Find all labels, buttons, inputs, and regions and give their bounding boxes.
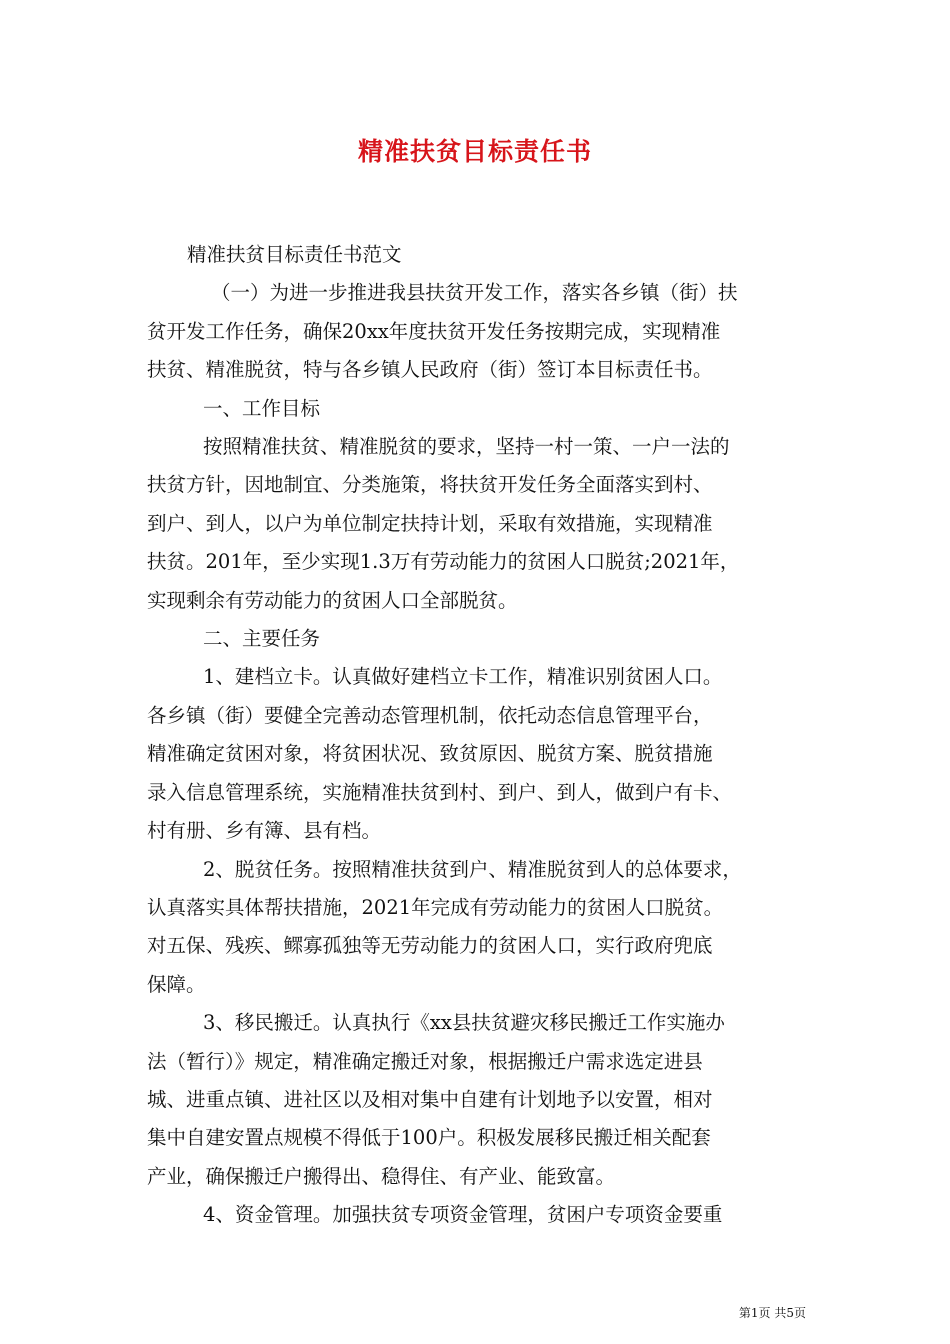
paragraph-line: 4、资金管理。加强扶贫专项资金管理，贫困户专项资金要重 bbox=[203, 1203, 723, 1227]
paragraph-line: 贫开发工作任务，确保20xx年度扶贫开发任务按期完成，实现精准 bbox=[147, 319, 721, 343]
paragraph-line: 产业，确保搬迁户搬得出、稳得住、有产业、能致富。 bbox=[147, 1164, 616, 1188]
subtitle-line: 精准扶贫目标责任书范文 bbox=[187, 243, 402, 266]
paragraph-line: 实现剩余有劳动能力的贫困人口全部脱贫。 bbox=[147, 588, 518, 612]
paragraph-line: 到户、到人，以户为单位制定扶持计划，采取有效措施，实现精准 bbox=[147, 511, 713, 535]
paragraph-line: 城、进重点镇、进社区以及相对集中自建有计划地予以安置，相对 bbox=[147, 1087, 713, 1111]
document-body bbox=[147, 236, 823, 1235]
paragraph-line: 各乡镇（街）要健全完善动态管理机制，依托动态信息管理平台， bbox=[147, 703, 713, 727]
paragraph-line: 1、建档立卡。认真做好建档立卡工作，精准识别贫困人口。 bbox=[203, 665, 723, 689]
section-heading: 二、主要任务 bbox=[203, 627, 321, 651]
paragraph-line: 按照精准扶贫、精准脱贫的要求，坚持一村一策、一户一法的 bbox=[203, 435, 730, 459]
paragraph-line: 认真落实具体帮扶措施，2021年完成有劳动能力的贫困人口脱贫。 bbox=[147, 895, 724, 919]
paragraph-line: 扶贫方针，因地制宜、分类施策，将扶贫开发任务全面落实到村、 bbox=[147, 473, 713, 497]
paragraph-line: （一）为进一步推进我县扶贫开发工作，落实各乡镇（街）扶 bbox=[211, 281, 738, 305]
paragraph-line: 录入信息管理系统，实施精准扶贫到村、到户、到人，做到户有卡、 bbox=[147, 780, 733, 804]
paragraph-line: 扶贫、精准脱贫，特与各乡镇人民政府（街）签订本目标责任书。 bbox=[147, 358, 713, 382]
document-title: 精准扶贫目标责任书 bbox=[357, 137, 592, 166]
paragraph-line: 集中自建安置点规模不得低于100户。积极发展移民搬迁相关配套 bbox=[147, 1126, 711, 1150]
paragraph-line: 扶贫。201年，至少实现1.3万有劳动能力的贫困人口脱贫;2021年， bbox=[147, 550, 740, 574]
paragraph-line: 精准确定贫困对象，将贫困状况、致贫原因、脱贫方案、脱贫措施 bbox=[147, 742, 713, 766]
paragraph-line: 村有册、乡有簿、县有档。 bbox=[147, 819, 382, 843]
page-number-footer: 第1页 共5页 bbox=[738, 1306, 806, 1320]
paragraph-line: 3、移民搬迁。认真执行《xx县扶贫避灾移民搬迁工作实施办 bbox=[203, 1011, 725, 1035]
paragraph-line: 2、脱贫任务。按照精准扶贫到户、精准脱贫到人的总体要求， bbox=[203, 857, 742, 881]
section-heading: 一、工作目标 bbox=[203, 396, 321, 420]
paragraph-line: 保障。 bbox=[147, 972, 206, 996]
paragraph-line: 法（暂行）》规定，精准确定搬迁对象，根据搬迁户需求选定进县 bbox=[147, 1049, 703, 1073]
paragraph-line: 对五保、残疾、鳏寡孤独等无劳动能力的贫困人口，实行政府兜底 bbox=[147, 934, 713, 958]
